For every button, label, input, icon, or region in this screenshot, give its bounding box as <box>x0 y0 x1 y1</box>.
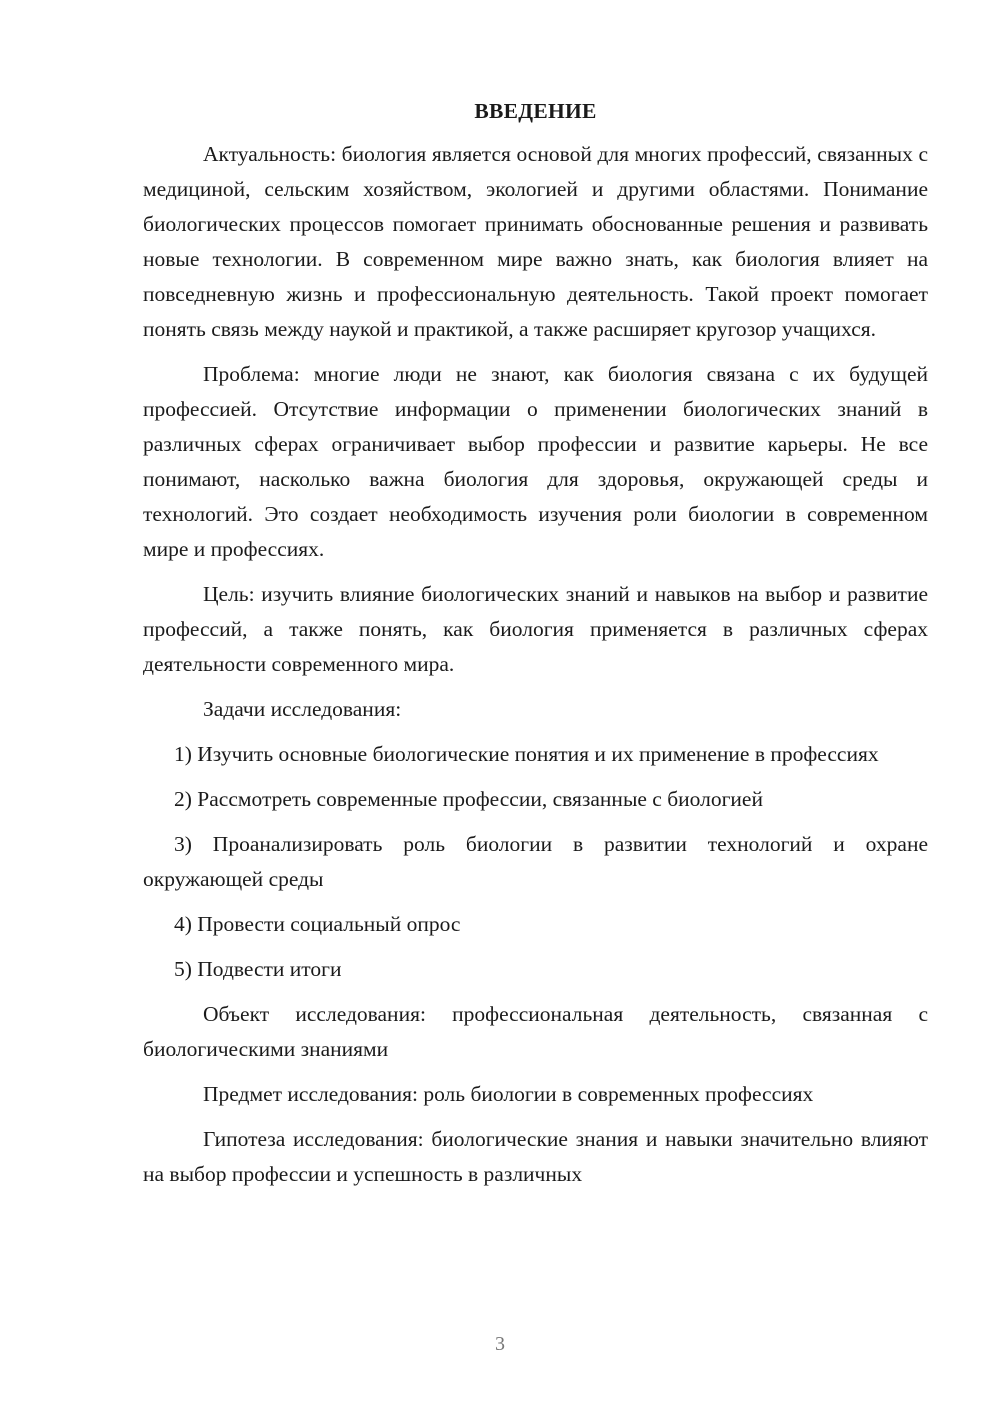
task-item-5: 5) Подвести итоги <box>174 957 342 981</box>
paragraph-tasks-heading: Задачи исследования: <box>203 697 402 721</box>
task-item-1: 1) Изучить основные биологические понятия и их применение в профессиях <box>174 742 879 766</box>
task-item-4: 4) Провести социальный опрос <box>174 912 461 936</box>
paragraph-relevance: Актуальность: биология является основой для многих профессий, связанных с медициной, сельским хозяйством, экологией и другими областями. Понимание биологических процессов помогает принимать обоснованные решения и развивать новые технологии. В современном мире важно знать, как биология влияет на повседневную жизнь и профессиональную деятельность. Такой проект помогает понять связь между наукой и практикой, а также расширяет кругозор учащихся. <box>143 142 928 341</box>
page-number: 3 <box>495 1333 505 1355</box>
task-item-3: 3) Проанализировать роль биологии в развитии технологий и охране окружающей среды <box>143 832 928 891</box>
paragraph-object: Объект исследования: профессиональная деятельность, связанная с биологическими знаниями <box>143 1002 928 1061</box>
paragraph-subject: Предмет исследования: роль биологии в современных профессиях <box>203 1082 814 1106</box>
document-page <box>143 94 928 1202</box>
paragraph-hypothesis: Гипотеза исследования: биологические знания и навыки значительно влияют на выбор профессии и успешность в различных <box>143 1127 928 1186</box>
paragraph-problem: Проблема: многие люди не знают, как биология связана с их будущей профессией. Отсутствие информации о применении биологических знаний в различных сферах ограничивает выбор профессии и развитие карьеры. Не все понимают, насколько важна биология для здоровья, окружающей среды и технологий. Это создает необходимость изучения роли биологии в современном мире и профессиях. <box>143 362 928 561</box>
task-item-2: 2) Рассмотреть современные профессии, связанные с биологией <box>174 787 763 811</box>
section-title: ВВЕДЕНИЕ <box>474 99 597 123</box>
paragraph-goal: Цель: изучить влияние биологических знаний и навыков на выбор и развитие профессий, а также понять, как биология применяется в различных сферах деятельности современного мира. <box>143 582 928 676</box>
